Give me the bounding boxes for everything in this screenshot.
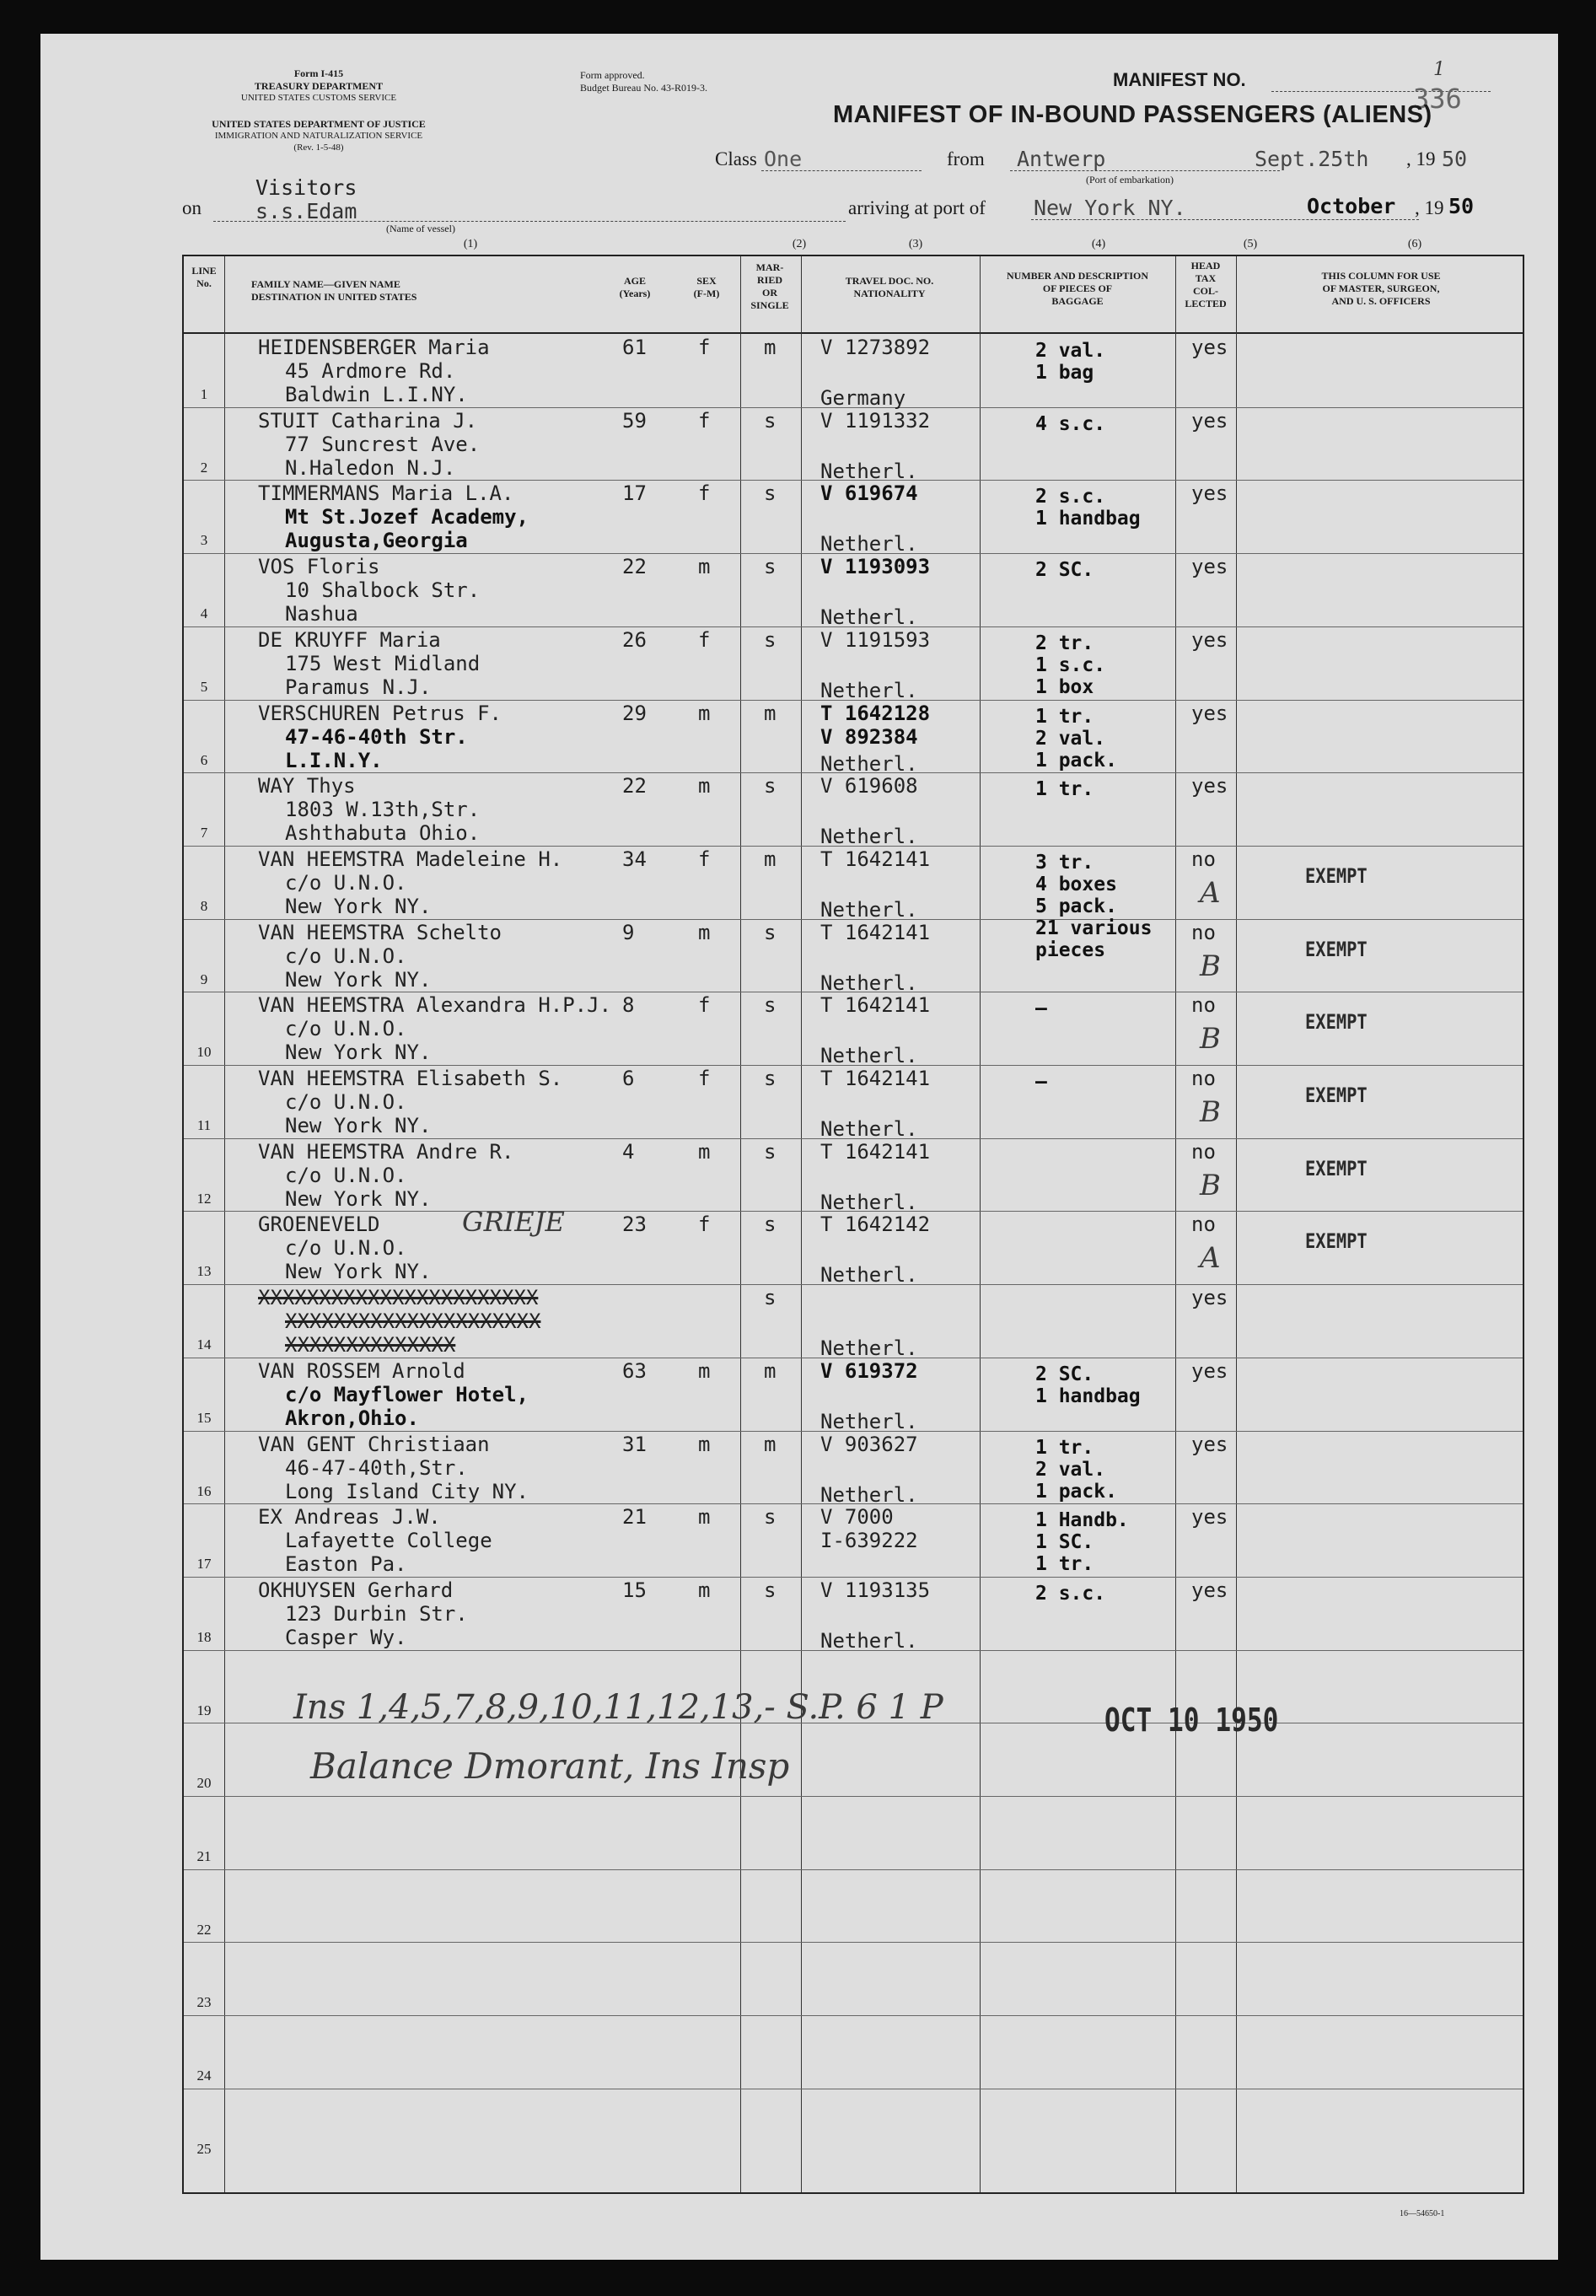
nationality: Netherl. [820,1336,918,1361]
passenger-name: VAN HEEMSTRA Madeleine H. [258,847,563,871]
nationality: Netherl. [820,1409,918,1433]
passenger-name: VAN ROSSEM Arnold [258,1358,465,1383]
line-number: 21 [196,1848,212,1864]
line-number: 11 [196,1117,212,1133]
baggage-item: 2 s.c. [1035,486,1106,508]
destination-line: 47-46-40th Str. [285,724,468,749]
line-number: 22 [196,1921,212,1938]
passenger-age: 22 [622,555,647,579]
passenger-sex: m [698,920,711,944]
nationality: Germany [820,386,906,410]
destination-line: Lafayette College [285,1529,492,1553]
travel-doc-no: V 1191593 [820,627,931,652]
nationality: Netherl. [820,532,918,557]
manifest-no-label: MANIFEST NO. [1113,69,1246,90]
marital-status: s [764,555,777,579]
handwritten-line-list: Ins 1,4,5,7,8,9,10,11,12,13,- S.P. 6 1 P [293,1688,943,1727]
passenger-sex: m [698,774,711,798]
line-number: 2 [200,459,208,476]
arrival-port: New York NY. [1034,196,1186,220]
passenger-sex: f [698,336,711,359]
travel-doc-no: V 1191332 [820,408,931,433]
line-number: 8 [200,897,208,914]
destination-line: Akron,Ohio. [285,1406,419,1430]
passenger-age: 22 [622,774,647,798]
marital-status: m [764,847,777,871]
passenger-name: EX Andreas J.W. [258,1505,441,1530]
head-tax: yes [1191,336,1228,359]
destination-line: Long Island City NY. [285,1479,529,1503]
baggage-item: — [1035,997,1047,1020]
col-num-2: (2) [792,238,807,250]
line-number: 15 [196,1409,212,1426]
head-tax: no [1191,993,1216,1018]
travel-doc-no: T 1642141 [820,993,931,1018]
marital-status: s [764,920,777,944]
sail-year-prefix: , 19 [1406,148,1436,169]
passenger-name: HEIDENSBERGER Maria [258,336,490,359]
travel-doc-no: V 1193093 [820,555,931,579]
passenger-sex: m [698,1358,711,1383]
travel-doc-no: I-639222 [820,1529,918,1553]
destination-line: Ashthabuta Ohio. [285,821,481,846]
destination-line: 46-47-40th,Str. [285,1455,468,1480]
head-tax: yes [1191,408,1228,433]
vessel-name: s.s.Edam [255,199,357,223]
head-tax: yes [1191,1505,1228,1530]
nationality: Netherl. [820,1482,918,1507]
col-divider [1236,256,1237,2192]
col-divider [740,256,741,2192]
handwritten-given-name: GRIEJE [462,1206,565,1239]
nationality: Netherl. [820,897,918,922]
exempt-stamp: EXEMPT [1305,1229,1368,1254]
col-num-6: (6) [1407,238,1422,250]
sail-year: 50 [1442,147,1468,171]
hdr-travel-doc: TRAVEL DOC. NO. NATIONALITY [845,275,934,299]
destination-line: New York NY. [285,967,432,992]
arriving-label: arriving at port of [848,197,986,218]
baggage-item: 2 val. [1035,1458,1106,1481]
arrival-line [1031,219,1419,220]
passenger-age: 59 [622,408,647,433]
passenger-age: 61 [622,336,647,359]
head-tax: no [1191,847,1216,871]
hdr-baggage: NUMBER AND DESCRIPTION OF PIECES OF BAGGAGE [1006,270,1149,307]
passenger-name: WAY Thys [258,774,356,798]
baggage-item: 1 s.c. [1035,653,1106,676]
hdr-married: MAR- RIED OR SINGLE [750,261,789,311]
destination-line: Mt St.Jozef Academy, [285,505,529,530]
passenger-age: 31 [622,1432,647,1456]
destination-line: New York NY. [285,1114,432,1137]
marital-status: s [764,774,777,798]
marital-status: s [764,408,777,433]
tax-class-mark: B [1200,1095,1221,1129]
line-number: 1 [200,386,208,402]
nationality: Netherl. [820,605,918,630]
line-number: 7 [200,825,208,842]
passenger-name: TIMMERMANS Maria L.A. [258,481,514,506]
hdr-line-no: LINE No. [191,265,217,289]
row-divider [184,1796,1523,1797]
passenger-name: XXXXXXXXXXXXXXXXXXXXXXX [258,1286,539,1310]
class-value: One [764,147,803,171]
baggage-item: 4 s.c. [1035,412,1106,435]
approval-note [580,69,799,94]
passenger-age: 29 [622,701,647,725]
nationality: Netherl. [820,1263,918,1288]
passenger-age: 9 [622,920,635,944]
baggage-item: 1 tr. [1035,1436,1094,1459]
baggage-item: 2 s.c. [1035,1582,1106,1605]
destination-line: Nashua [285,602,358,626]
passenger-name: VAN HEEMSTRA Andre R. [258,1139,514,1164]
vessel-line [213,221,846,222]
hdr-officers: THIS COLUMN FOR USE OF MASTER, SURGEON, AND U. S. OFFICERS [1321,270,1441,307]
baggage-item: 1 pack. [1035,749,1117,772]
passenger-age: 4 [622,1139,635,1164]
class-line [761,170,922,171]
marital-status: m [764,1358,777,1383]
passenger-sex: m [698,1139,711,1164]
col-num-4: (4) [1091,238,1106,250]
head-tax: yes [1191,555,1228,579]
page-number: 336 [1413,83,1462,115]
exempt-stamp: EXEMPT [1305,1156,1368,1180]
passenger-sex: m [698,1578,711,1602]
destination-line: Augusta,Georgia [285,529,468,553]
manifest-title: MANIFEST OF IN-BOUND PASSENGERS (ALIENS) [833,101,1432,128]
baggage-item: 1 SC. [1035,1531,1094,1554]
destination-line: c/o U.N.O. [285,1090,407,1114]
vessel-note: (Name of vessel) [386,223,455,234]
baggage-item: 2 val. [1035,340,1106,362]
row-divider [184,2015,1523,2016]
head-tax: yes [1191,481,1228,506]
marital-status: s [764,1578,777,1602]
manifest-no-value: 1 [1433,59,1445,80]
baggage-item: 2 SC. [1035,1363,1094,1385]
head-tax: no [1191,1067,1216,1090]
embark-port: Antwerp [1017,147,1106,171]
passenger-name: VAN HEEMSTRA Alexandra H.P.J. [258,993,612,1018]
nationality: Netherl. [820,459,918,483]
nationality: Netherl. [820,1190,918,1214]
manifest-sheet [40,34,1558,2260]
baggage-item: 1 Handb. [1035,1509,1129,1532]
hdr-head-tax: HEAD TAX COL- LECTED [1185,260,1227,309]
destination-line: 77 Suncrest Ave. [285,432,481,456]
passenger-age: 63 [622,1358,647,1383]
line-number: 25 [196,2140,212,2157]
nationality: Netherl. [820,971,918,995]
form-approved: Form approved. [580,69,645,81]
travel-doc-no: V 7000 [820,1505,894,1530]
from-line [1010,170,1280,171]
passenger-sex: m [698,555,711,579]
baggage-item: 1 tr. [1035,705,1094,728]
line-number: 5 [200,678,208,695]
head-tax: yes [1191,1578,1228,1602]
nationality: Netherl. [820,1628,918,1653]
head-tax: yes [1191,1358,1228,1383]
line-number: 6 [200,751,208,768]
travel-doc-no: V 619674 [820,481,918,506]
line-number: 18 [196,1628,212,1645]
justice-dept: UNITED STATES DEPARTMENT OF JUSTICE [212,118,426,130]
hdr-age: AGE (Years) [619,275,651,299]
baggage-item: 1 handbag [1035,1385,1141,1407]
line-number: 12 [196,1190,212,1207]
destination-line: 45 Ardmore Rd. [285,359,456,383]
table-header [184,256,1523,334]
head-tax: yes [1191,774,1228,798]
passenger-sex: f [698,408,711,433]
destination-line: Easton Pa. [285,1552,407,1577]
exempt-stamp: EXEMPT [1305,863,1368,888]
passenger-name: VAN HEEMSTRA Schelto [258,920,502,944]
passenger-sex: f [698,481,711,506]
baggage-item: 1 box [1035,675,1094,698]
head-tax: yes [1191,1432,1228,1456]
passenger-age: 21 [622,1505,647,1530]
line-number: 14 [196,1336,212,1353]
travel-doc-no: T 1642128 [820,701,931,725]
destination-line: New York NY. [285,894,432,918]
travel-doc-no: T 1642142 [820,1213,931,1237]
travel-doc-no: V 1193135 [820,1578,931,1602]
passenger-name: VAN HEEMSTRA Elisabeth S. [258,1067,563,1090]
passenger-age: 6 [622,1067,635,1090]
customs-service: UNITED STATES CUSTOMS SERVICE [240,93,397,103]
arrival-month: October [1307,194,1396,218]
from-label: from [947,148,985,169]
passenger-name: VERSCHUREN Petrus F. [258,701,502,725]
baggage-item: — [1035,1071,1047,1093]
ins-service: IMMIGRATION AND NATURALIZATION SERVICE [214,131,423,141]
passenger-sex: f [698,847,711,871]
head-tax: yes [1191,1286,1228,1310]
col-num-5: (5) [1243,238,1258,250]
line-number: 10 [196,1044,212,1061]
destination-line: Casper Wy. [285,1625,407,1649]
passenger-sex: m [698,1432,711,1456]
travel-doc-no: V 619608 [820,774,918,798]
nationality: Netherl. [820,1044,918,1068]
destination-line: New York NY. [285,1040,432,1065]
destination-line: 10 Shalbock Str. [285,578,481,603]
tax-class-mark: B [1200,1168,1221,1202]
exempt-stamp: EXEMPT [1305,1083,1368,1107]
destination-line: 123 Durbin Str. [285,1601,468,1626]
passenger-name: VOS Floris [258,555,380,579]
line-number: 13 [196,1263,212,1280]
destination-line: Baldwin L.I.NY. [285,383,468,406]
marital-status: s [764,627,777,652]
baggage-item: 21 various [1035,917,1153,939]
passenger-name: VAN GENT Christiaan [258,1432,490,1456]
passenger-sex: f [698,1213,711,1237]
marital-status: s [764,1213,777,1237]
passenger-sex: f [698,993,711,1018]
marital-status: s [764,1505,777,1530]
baggage-item: 1 tr. [1035,1553,1094,1576]
marital-status: s [764,993,777,1018]
head-tax: yes [1191,627,1228,652]
travel-doc-no: V 903627 [820,1432,918,1456]
passenger-age: 15 [622,1578,647,1602]
tax-class-mark: B [1200,949,1221,983]
baggage-item: pieces [1035,938,1106,961]
line-number: 19 [196,1702,212,1718]
destination-line: c/o Mayflower Hotel, [285,1382,529,1406]
date-stamp: OCT 10 1950 [1104,1702,1279,1739]
treasury-header [226,67,411,105]
destination-line: c/o U.N.O. [285,944,407,968]
baggage-item: 3 tr. [1035,851,1094,874]
baggage-item: 1 tr. [1035,778,1094,801]
passenger-sex: f [698,627,711,652]
baggage-item: 1 pack. [1035,1480,1117,1503]
baggage-item: 4 boxes [1035,873,1117,895]
line-number: 24 [196,2067,212,2084]
col-divider [801,256,802,2192]
passenger-age: 17 [622,481,647,506]
destination-line: c/o U.N.O. [285,1163,407,1187]
marital-status: s [764,481,777,506]
head-tax: yes [1191,701,1228,725]
passenger-age: 8 [622,993,635,1018]
on-label: on [182,197,202,218]
sail-date: Sept.25th [1255,147,1369,171]
passenger-sex: m [698,701,711,725]
nationality: Netherl. [820,751,918,776]
exempt-stamp: EXEMPT [1305,937,1368,961]
travel-doc-no: T 1642141 [820,920,931,944]
passenger-age: 23 [622,1213,647,1237]
marital-status: s [764,1139,777,1164]
line-number: 23 [196,1994,212,2011]
baggage-item: 2 SC. [1035,559,1094,582]
baggage-item: 2 val. [1035,727,1106,750]
budget-bureau: Budget Bureau No. 43-R019-3. [580,82,707,94]
form-number: Form I-415 [293,67,344,79]
nationality: Netherl. [820,1117,918,1141]
baggage-item: 1 bag [1035,362,1094,384]
travel-doc-no: V 619372 [820,1358,918,1383]
head-tax: no [1191,1139,1216,1164]
class-label: Class [715,148,757,169]
travel-doc-no: T 1642141 [820,1067,931,1090]
passenger-name: STUIT Catharina J. [258,408,478,433]
passenger-name: DE KRUYFF Maria [258,627,441,652]
marital-status: s [764,1286,777,1310]
line-number: 3 [200,532,208,549]
destination-line: New York NY. [285,1186,432,1211]
destination-line: L.I.N.Y. [285,748,383,772]
destination-line: XXXXXXXXXXXXXX [285,1333,456,1358]
passenger-name: GROENEVELD [258,1213,380,1237]
passenger-age: 26 [622,627,647,652]
passenger-sex: m [698,1505,711,1530]
baggage-item: 2 tr. [1035,632,1094,654]
col-num-3: (3) [908,238,923,250]
col-divider [980,256,981,2192]
tax-class-mark: B [1200,1022,1221,1057]
row-divider [184,1942,1523,1943]
line-number: 16 [196,1482,212,1499]
form-footer-code: 16—54650-1 [1400,2209,1445,2218]
col-num-1: (1) [463,238,478,250]
marital-status: m [764,701,777,725]
passenger-age: 34 [622,847,647,871]
marital-status: s [764,1067,777,1090]
destination-line: c/o U.N.O. [285,1017,407,1041]
hdr-name: FAMILY NAME—GIVEN NAME DESTINATION IN UNITED STATES [251,278,417,303]
destination-line: c/o U.N.O. [285,870,407,895]
embark-note: (Port of embarkation) [1086,174,1174,186]
line-number: 17 [196,1556,212,1573]
destination-line: 175 West Midland [285,651,481,675]
passenger-sex: f [698,1067,711,1090]
line-number: 20 [196,1775,212,1792]
arrival-year: 50 [1448,194,1475,218]
destination-line: XXXXXXXXXXXXXXXXXXXXX [285,1309,541,1334]
revision-date: (Rev. 1-5-48) [293,142,344,153]
head-tax: no [1191,920,1216,944]
travel-doc-no: T 1642141 [820,1139,931,1164]
nationality: Netherl. [820,678,918,702]
row-divider [184,1869,1523,1870]
hdr-sex: SEX (F-M) [693,275,720,299]
passenger-table [182,238,1524,2194]
nationality: Netherl. [820,825,918,849]
destination-line: c/o U.N.O. [285,1236,407,1261]
baggage-item: 5 pack. [1035,895,1117,917]
destination-line: N.Haledon N.J. [285,455,456,480]
handwritten-signature: Balance Dmorant, Ins Insp [310,1745,790,1787]
arrival-year-prefix: , 19 [1415,197,1444,218]
travel-doc-no: V 892384 [820,724,918,749]
head-tax: no [1191,1213,1216,1237]
exempt-stamp: EXEMPT [1305,1010,1368,1035]
justice-header [180,118,458,154]
passenger-name: OKHUYSEN Gerhard [258,1578,454,1602]
destination-line: 1803 W.13th,Str. [285,798,481,822]
destination-line: Paramus N.J. [285,675,432,699]
baggage-item: 1 handbag [1035,508,1141,530]
destination-line: New York NY. [285,1260,432,1284]
col-divider [1175,256,1176,2192]
travel-doc-no: T 1642141 [820,847,931,871]
line-number: 9 [200,971,208,987]
line-number: 4 [200,605,208,622]
col-divider [224,256,225,2192]
tax-class-mark: A [1200,875,1221,910]
visitors-note: Visitors [255,175,357,200]
tax-class-mark: A [1200,1241,1221,1276]
marital-status: m [764,336,777,359]
travel-doc-no: V 1273892 [820,336,931,359]
marital-status: m [764,1432,777,1456]
treasury-dept: TREASURY DEPARTMENT [254,80,384,92]
